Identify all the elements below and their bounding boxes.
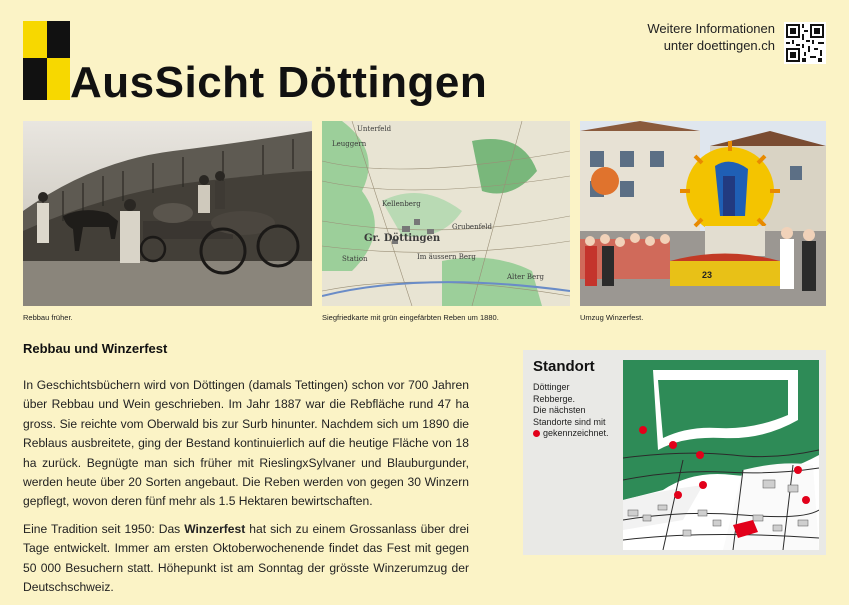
info-line-1: Weitere Informationen <box>647 21 775 36</box>
logo-yellow-bottom <box>47 58 70 100</box>
info-line-2[interactable]: unter doettingen.ch <box>663 38 775 53</box>
map-label-aeusseren-berg: Im äussern Berg <box>417 253 476 261</box>
standort-line-5: gekennzeichnet. <box>543 428 609 438</box>
standort-line-1: Döttinger <box>533 382 570 392</box>
winzerfest-highlight: Winzerfest <box>184 521 246 536</box>
standort-line-3: Die nächsten <box>533 405 586 415</box>
standort-description <box>533 382 625 440</box>
caption-siegfried-map: Siegfriedkarte mit grün eingefärbten Reben um 1880. <box>322 313 499 322</box>
logo-black-bottom <box>23 58 47 100</box>
map-label-leuggern: Leuggern <box>332 140 367 148</box>
article-paragraph-1: In Geschichtsbüchern wird von Döttingen (damals Tettingen) schon vor 700 Jahren über Rebbau und Wein geschrieben. Im Jahr 1887 war die Rebfläche rund 47 ha gross. Sie reichte vom Oberwald bis zur Surb hinunter. Nachdem sich um 1890 die Reblaus ausbreitete, ging der Bestand kontinuierlich auf die heutige Fläche von 18 ha zurück. Begnügte man sich früher mit RieslingxSylvaner und Blauburgunder, werden heute über 20 Sorten angebaut. Die Reben werden von gegen 30 Winzern gepflegt, wovon deren fünf mehr als 1.5 Hektaren bewirtschaften. <box>23 378 469 509</box>
location-map[interactable] <box>623 360 819 550</box>
logo-black-top <box>47 21 70 58</box>
photo-vineyard-past <box>23 121 312 306</box>
standort-legend <box>533 428 625 440</box>
photo-winzerfest-parade <box>580 121 826 306</box>
page-title: AusSicht Döttingen <box>70 58 488 107</box>
caption-vineyard-past: Rebbau früher. <box>23 313 73 322</box>
map-label-grubenfeld: Grubenfeld <box>452 223 493 231</box>
article-heading: Rebbau und Winzerfest <box>23 341 168 356</box>
photo-siegfried-map <box>322 121 570 306</box>
red-marker-icon <box>533 430 540 437</box>
article-body <box>23 376 469 605</box>
paragraph-2-start: Eine Tradition seit 1950: Das <box>23 521 185 536</box>
map-label-alter-berg: Alter Berg <box>507 273 544 281</box>
standort-line-4: Standorte sind mit <box>533 416 606 427</box>
info-text <box>647 20 775 54</box>
standort-line-2: Rebberge. <box>533 393 576 404</box>
qr-code-icon[interactable] <box>784 22 826 64</box>
paragraph-2-end: hat sich zu einem Grossanlass über drei Tage entwickelt. Immer am ersten Oktoberwochenende findet das Fest mit gegen 50 000 Besuchern statt. Höhepunkt ist am Sonntag der grösste Winzerumzug der Deutschschweiz. <box>23 521 469 595</box>
map-label-kellenberg: Kellenberg <box>382 200 421 208</box>
map-label-station: Station <box>342 255 368 263</box>
article-paragraph-2 <box>23 520 469 598</box>
standort-box <box>523 350 826 555</box>
map-label-unterfeld: Unterfeld <box>357 125 392 133</box>
caption-winzerfest-parade: Umzug Winzerfest. <box>580 313 644 322</box>
map-label-doettingen: Gr. Döttingen <box>364 233 441 244</box>
float-number: 23 <box>702 270 713 280</box>
standort-title: Standort <box>533 358 595 375</box>
